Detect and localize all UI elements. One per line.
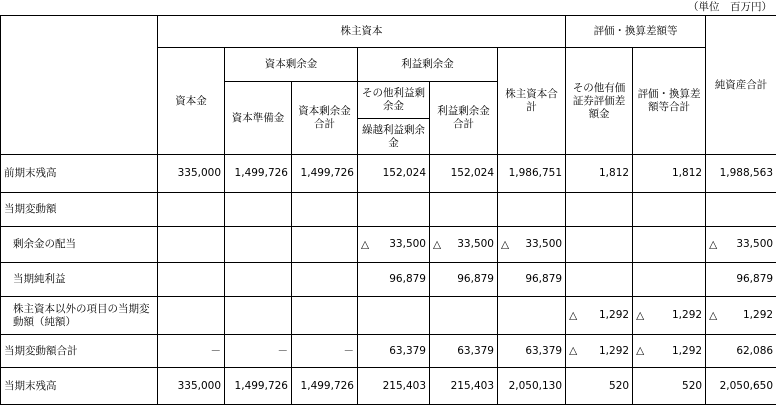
value-cell	[566, 193, 633, 227]
cell-value: 1,292	[743, 309, 773, 321]
row-label: 当期末残高	[1, 368, 158, 405]
header-shihon-junbikin: 資本準備金	[225, 82, 292, 155]
row-label: 当期純利益	[1, 263, 158, 297]
row-label: 前期末残高	[1, 155, 158, 193]
value-cell	[706, 263, 776, 297]
value-cell	[292, 227, 358, 263]
value-cell	[158, 193, 225, 227]
cell-value: 520	[609, 380, 629, 392]
value-cell	[158, 227, 225, 263]
header-corner	[1, 16, 158, 155]
cell-value: －	[344, 345, 355, 357]
cell-value: 62,086	[736, 345, 773, 357]
header-hyouka-goukei: 評価・換算差額等合計	[633, 48, 706, 155]
cell-value: 152,024	[451, 167, 494, 179]
value-cell	[498, 297, 566, 335]
cell-value: 96,879	[457, 273, 494, 285]
value-cell	[498, 335, 566, 368]
cell-value: －	[211, 345, 222, 357]
value-cell	[706, 155, 776, 193]
value-cell	[706, 297, 776, 335]
value-cell	[358, 263, 430, 297]
value-cell	[225, 297, 292, 335]
cell-value: 96,879	[736, 273, 773, 285]
value-cell	[158, 155, 225, 193]
header-rieki-jouyo: 利益剰余金	[358, 48, 498, 82]
value-cell	[633, 335, 706, 368]
value-cell	[358, 193, 430, 227]
header-junshisan: 純資産合計	[706, 16, 776, 155]
value-cell	[633, 263, 706, 297]
value-cell	[292, 297, 358, 335]
cell-value: 63,379	[389, 345, 426, 357]
unit-note: （単位 百万円）	[688, 1, 772, 13]
header-shihon-jouyo: 資本剰余金	[225, 48, 358, 82]
table-row	[1, 297, 776, 335]
value-cell	[158, 297, 225, 335]
value-cell	[498, 368, 566, 405]
value-cell	[358, 335, 430, 368]
table-row	[1, 193, 776, 227]
cell-value: 215,403	[451, 380, 494, 392]
value-cell	[566, 263, 633, 297]
value-cell	[498, 193, 566, 227]
value-cell	[633, 193, 706, 227]
cell-value: 1,812	[599, 167, 629, 179]
row-label: 当期変動額	[1, 193, 158, 227]
cell-value: 33,500	[457, 238, 494, 250]
value-cell	[225, 193, 292, 227]
header-shihon-jouyo-goukei: 資本剰余金合計	[292, 82, 358, 155]
value-cell	[498, 227, 566, 263]
table-row	[1, 155, 776, 193]
negative-triangle: △	[501, 238, 509, 251]
value-cell	[633, 368, 706, 405]
value-cell	[430, 297, 498, 335]
value-cell	[225, 155, 292, 193]
value-cell	[430, 335, 498, 368]
equity-statement-table	[0, 15, 776, 405]
negative-triangle: △	[636, 309, 644, 322]
value-cell	[430, 263, 498, 297]
negative-triangle: △	[709, 309, 717, 322]
value-cell	[430, 227, 498, 263]
negative-triangle: △	[361, 238, 369, 251]
value-cell	[225, 368, 292, 405]
value-cell	[158, 263, 225, 297]
header-sonota-yuuka: その他有価証券評価差額金	[566, 48, 633, 155]
value-cell	[358, 297, 430, 335]
value-cell	[706, 227, 776, 263]
cell-value: 63,379	[457, 345, 494, 357]
cell-value: 335,000	[178, 167, 221, 179]
table-row	[1, 368, 776, 405]
value-cell	[158, 368, 225, 405]
value-cell	[706, 368, 776, 405]
value-cell	[292, 335, 358, 368]
value-cell	[633, 227, 706, 263]
value-cell	[706, 335, 776, 368]
cell-value: 1,292	[672, 309, 702, 321]
cell-value: 1,292	[599, 309, 629, 321]
row-label: 当期変動額合計	[1, 335, 158, 368]
cell-value: 520	[682, 380, 702, 392]
negative-triangle: △	[709, 238, 717, 251]
value-cell	[430, 368, 498, 405]
value-cell	[430, 155, 498, 193]
value-cell	[292, 263, 358, 297]
table-body	[1, 155, 776, 405]
header-kabunushi-goukei: 株主資本合計	[498, 48, 566, 155]
value-cell	[566, 227, 633, 263]
value-cell	[633, 297, 706, 335]
cell-value: 335,000	[178, 380, 221, 392]
value-cell	[292, 368, 358, 405]
value-cell	[566, 155, 633, 193]
cell-value: 33,500	[389, 238, 426, 250]
cell-value: 2,050,650	[720, 380, 773, 392]
value-cell	[358, 227, 430, 263]
value-cell	[358, 155, 430, 193]
row-label: 株主資本以外の項目の当期変動額（純額）	[1, 297, 158, 335]
header-shihonkin: 資本金	[158, 48, 225, 155]
cell-value: 33,500	[525, 238, 562, 250]
cell-value: 1,986,751	[509, 167, 562, 179]
value-cell	[225, 335, 292, 368]
header-rieki-jouyo-goukei: 利益剰余金合計	[430, 82, 498, 155]
value-cell	[292, 155, 358, 193]
value-cell	[566, 368, 633, 405]
cell-value: 63,379	[525, 345, 562, 357]
header-hyouka-group: 評価・換算差額等	[566, 16, 706, 48]
table-row	[1, 227, 776, 263]
table-row	[1, 335, 776, 368]
header-sonota-rieki: その他利益剰余金	[358, 82, 430, 119]
cell-value: 1,499,726	[301, 380, 354, 392]
value-cell	[498, 263, 566, 297]
negative-triangle: △	[569, 345, 577, 358]
cell-value: 2,050,130	[509, 380, 562, 392]
value-cell	[225, 227, 292, 263]
negative-triangle: △	[569, 309, 577, 322]
value-cell	[566, 297, 633, 335]
negative-triangle: △	[433, 238, 441, 251]
value-cell	[566, 335, 633, 368]
value-cell	[158, 335, 225, 368]
header-kabunushi: 株主資本	[158, 16, 566, 48]
cell-value: 1,499,726	[235, 380, 288, 392]
cell-value: 152,024	[383, 167, 426, 179]
table-row	[1, 263, 776, 297]
cell-value: 1,499,726	[301, 167, 354, 179]
cell-value: 33,500	[736, 238, 773, 250]
value-cell	[430, 193, 498, 227]
cell-value: 1,812	[672, 167, 702, 179]
negative-triangle: △	[636, 345, 644, 358]
cell-value: 96,879	[389, 273, 426, 285]
cell-value: 1,499,726	[235, 167, 288, 179]
value-cell	[292, 193, 358, 227]
value-cell	[225, 263, 292, 297]
cell-value: －	[278, 345, 289, 357]
cell-value: 1,292	[672, 345, 702, 357]
cell-value: 1,292	[599, 345, 629, 357]
value-cell	[498, 155, 566, 193]
value-cell	[633, 155, 706, 193]
cell-value: 96,879	[525, 273, 562, 285]
cell-value: 1,988,563	[720, 167, 773, 179]
value-cell	[358, 368, 430, 405]
cell-value: 215,403	[383, 380, 426, 392]
row-label: 剰余金の配当	[1, 227, 158, 263]
value-cell	[706, 193, 776, 227]
header-kurikoshi: 繰越利益剰余金	[358, 119, 430, 155]
